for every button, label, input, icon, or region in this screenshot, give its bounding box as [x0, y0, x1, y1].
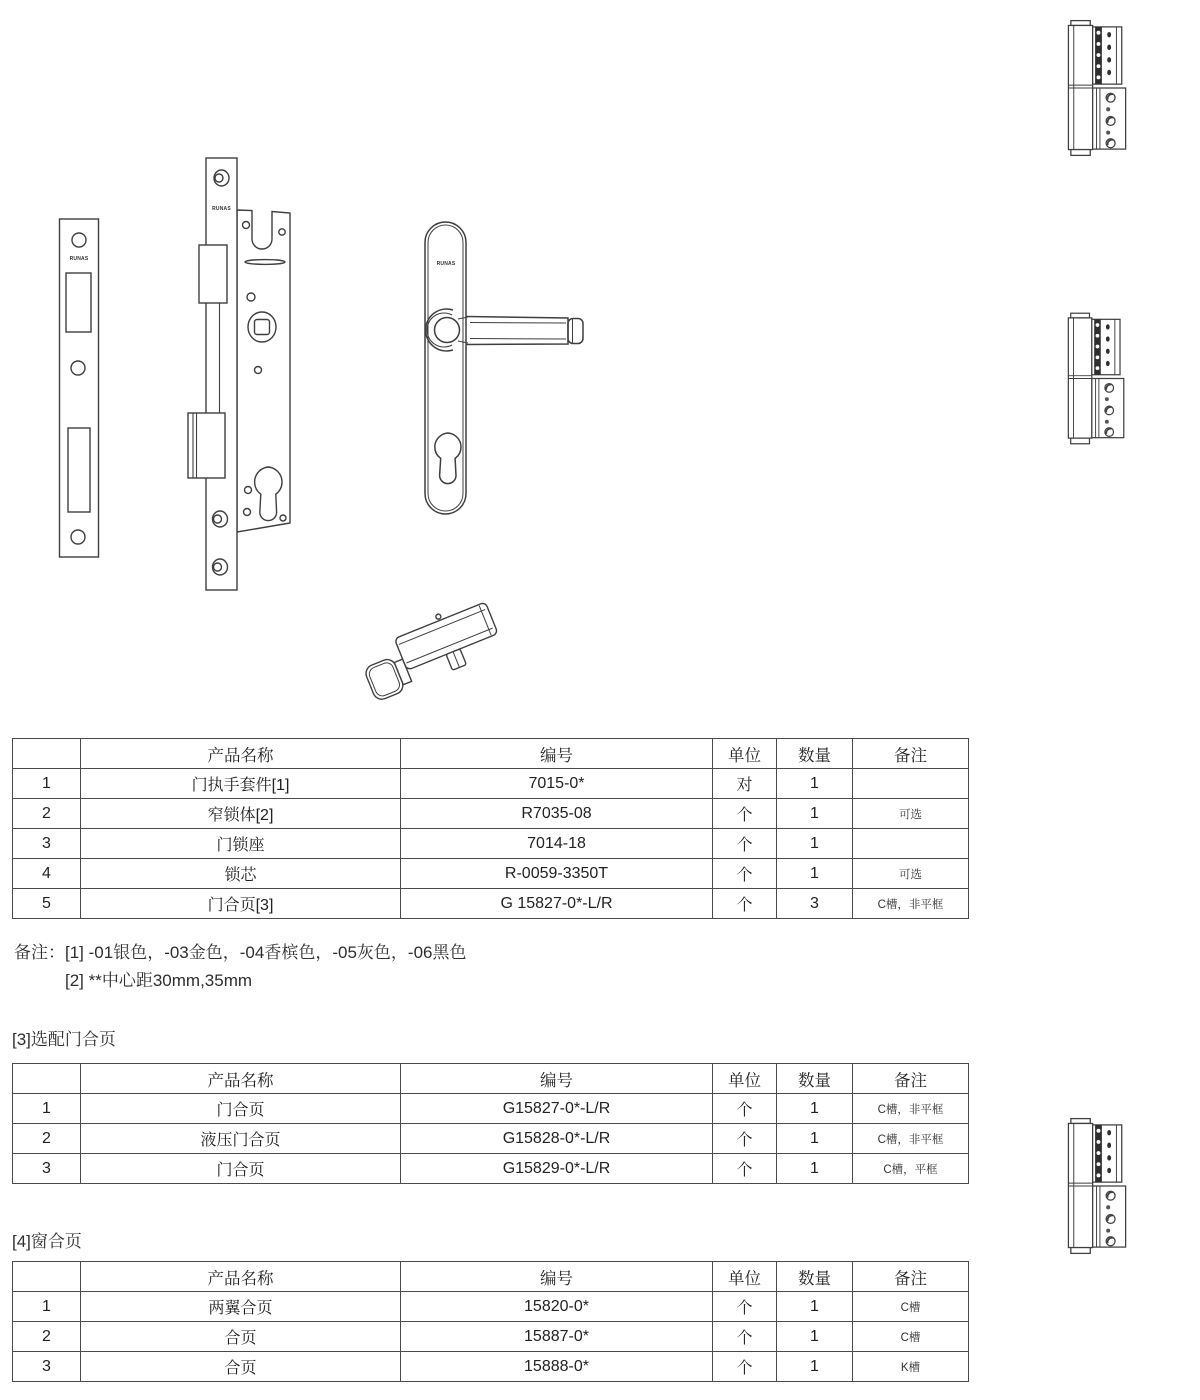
door-hinge-drawing-bottom [1066, 1116, 1130, 1256]
table-row: 2 窄锁体[2] R7035-08 个 1 可选 [13, 799, 969, 829]
table-row: 3 门合页 G15829-0*-L/R 个 1 C槽，平框 [13, 1154, 969, 1184]
col-product-name: 产品名称 [81, 739, 401, 769]
door-hinge-drawing-middle [1066, 310, 1128, 447]
door-handle-drawing [420, 218, 590, 518]
table-row: 2 合页 15887-0* 个 1 C槽 [13, 1322, 969, 1352]
brand-logo-text: RUNAS [69, 256, 89, 262]
window-hinge-table [12, 1261, 969, 1382]
brand-logo-text: RUNAS [436, 261, 456, 267]
col-unit: 单位 [713, 739, 777, 769]
table-row: 1 两翼合页 15820-0* 个 1 C槽 [13, 1292, 969, 1322]
table-row: 2 液压门合页 G15828-0*-L/R 个 1 C槽，非平框 [13, 1124, 969, 1154]
table-row: 1 门合页 G15827-0*-L/R 个 1 C槽，非平框 [13, 1094, 969, 1124]
table-header-row: 产品名称 编号 单位 数量 备注 [13, 1262, 969, 1292]
strike-plate-drawing [58, 217, 102, 559]
notes-block [14, 939, 466, 995]
col-note: 备注 [853, 739, 969, 769]
notes-label: 备注： [14, 943, 65, 962]
table-header-row [13, 739, 969, 769]
lock-cylinder-drawing [362, 594, 522, 719]
note-line-1: [1] -01银色，-03金色，-04香槟色，-05灰色，-06黑色 [65, 943, 467, 962]
table-row: 5 门合页[3] G 15827-0*-L/R 个 3 C槽，非平框 [13, 889, 969, 919]
door-hinge-section-title: [3]选配门合页 [12, 1030, 116, 1049]
main-parts-table [12, 738, 969, 919]
table-row: 4 锁芯 R-0059-3350T 个 1 可选 [13, 859, 969, 889]
mortise-lock-drawing [186, 152, 294, 597]
door-hinge-drawing-top [1066, 18, 1130, 158]
table-row: 3 合页 15888-0* 个 1 K槽 [13, 1352, 969, 1382]
door-hinge-table [12, 1063, 969, 1184]
col-qty: 数量 [777, 739, 853, 769]
window-hinge-section-title: [4]窗合页 [12, 1232, 82, 1251]
brand-logo-text: RUNAS [212, 206, 231, 212]
col-index [13, 739, 81, 769]
table-row: 1 门执手套件[1] 7015-0* 对 1 [13, 769, 969, 799]
table-row: 3 门锁座 7014-18 个 1 [13, 829, 969, 859]
col-part-number: 编号 [401, 739, 713, 769]
note-line-2: [2] **中心距30mm,35mm [65, 971, 253, 990]
table-header-row: 产品名称 编号 单位 数量 备注 [13, 1064, 969, 1094]
